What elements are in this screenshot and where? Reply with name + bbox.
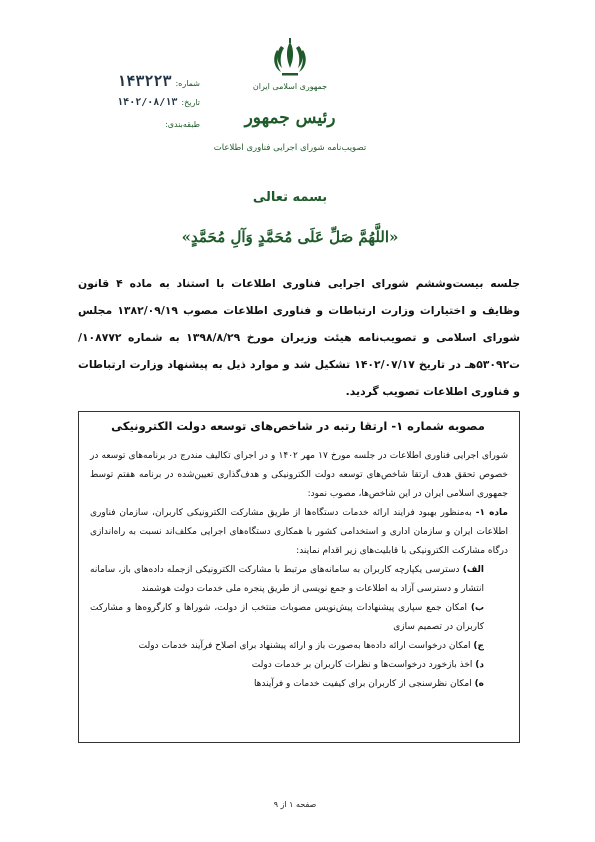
list-item [90, 656, 508, 675]
list-item-label: ج) [473, 641, 484, 651]
article-1-label: ماده ۱- [475, 508, 508, 518]
letter-number-value: ۱۴۳۲۲۳ [117, 72, 172, 90]
list-item-label: د) [475, 660, 484, 670]
letter-classification-label: طبقه‌بندی: [165, 120, 200, 129]
resolution-title: مصوبه شماره ۱- ارتقا رتبه در شاخص‌های توسعه دولت الکترونیکی [111, 419, 485, 433]
resolution-preamble: شورای اجرایی فناوری اطلاعات در جلسه مورخ ۱۷ مهر ۱۴۰۲ و در اجرای تکالیف مندرج در برنامه‌های توسعه در خصوص تحقق هدف ارتقا شاخص‌های توسعه دولت الکترونیکی و هدف‌گذاری تعیین‌شده در برنامه هفتم توسط جمهوری اسلامی ایران در این شاخص‌ها، مصوب نمود: [90, 451, 508, 499]
list-item-text: اخذ بازخورد درخواست‌ها و نظرات کاربران بر خدمات دولت [251, 660, 473, 670]
intro-paragraph: جلسه بیست‌وششم شورای اجرایی فناوری اطلاعات با استناد به ماده ۴ قانون وظایف و اختیارات وزارت ارتباطات و فناوری اطلاعات مصوب ۱۳۸۲/۰۹/۱۹ مجلس شورای اسلامی و تصویب‌نامه هیئت وزیران مورخ ۱۳۹۸/۸/۲۹ به شماره ۱۰۸۷۷۲/ت۵۳۰۹۲هـ در تاریخ ۱۴۰۲/۰۷/۱۷ تشکیل شد و موارد ذیل به پیشنهاد وزارت ارتباطات و فناوری اطلاعات تصویب گردید. [78, 277, 521, 398]
letter-date-label: تاریخ: [181, 98, 200, 107]
list-item-text: امکان جمع سپاری پیشنهادات پیش‌نویس مصوبات منتخب از دولت، شوراها و کارگروه‌ها و مشارکت کاربران در تصمیم سازی [90, 603, 484, 632]
article-1-text: به‌منظور بهبود فرایند ارائه خدمات دستگاه‌ها از طریق مشارکت الکترونیکی کاربران، سازمان فناوری اطلاعات ایران و سازمان اداری و استخدامی کشور با همکاری دستگاه‌های اجرایی مکلف‌اند نسبت به راه‌اندازی درگاه مشارکت الکترونیکی با قابلیت‌های زیر اقدام نمایند: [90, 508, 508, 556]
country-name: جمهوری اسلامی ایران [252, 82, 328, 91]
list-item-text: امکان نظرسنجی از کاربران برای کیفیت خدمات و فرآیندها [253, 679, 472, 689]
letter-number [80, 72, 200, 90]
list-item [90, 637, 508, 656]
letter-date [80, 97, 200, 108]
resolution-body [90, 447, 508, 694]
letter-classification [80, 120, 200, 129]
basmala: بسمه تعالی [252, 190, 328, 205]
office-title: رئیس جمهور [244, 108, 336, 128]
list-item [90, 561, 508, 599]
list-item-text: دسترسی یکپارچه کاربران به سامانه‌های مرتبط با مشارکت الکترونیکی ازجمله داده‌های باز، سامانه انتشار و دسترسی آزاد به اطلاعات و جمع نویسی از طریق پنجره ملی خدمات دولت هوشمند [90, 565, 484, 594]
page-number: صفحه ۱ از ۹ [273, 800, 317, 809]
article-1 [90, 504, 508, 561]
letter-number-label: شماره: [175, 79, 200, 88]
list-item-text: امکان درخواست ارائه داده‌ها به‌صورت باز و ارائه پیشنهاد برای اصلاح فرآیند خدمات دولت [138, 641, 471, 651]
letter-date-value: ۱۴۰۲/۰۸/۱۳ [117, 97, 178, 108]
list-item [90, 675, 508, 694]
list-item-label: ب) [470, 603, 484, 613]
list-item-label: ه) [474, 679, 484, 689]
list-item [90, 599, 508, 637]
list-item-label: الف) [462, 565, 484, 575]
iran-emblem-icon [272, 38, 308, 80]
council-subtitle: تصویب‌نامه شورای اجرایی فناوری اطلاعات [213, 143, 367, 153]
salawat: «اللَّهُمَّ صَلِّ عَلَی مُحَمَّدٍ وَآلِ مُحَمَّدٍ» [181, 228, 399, 246]
